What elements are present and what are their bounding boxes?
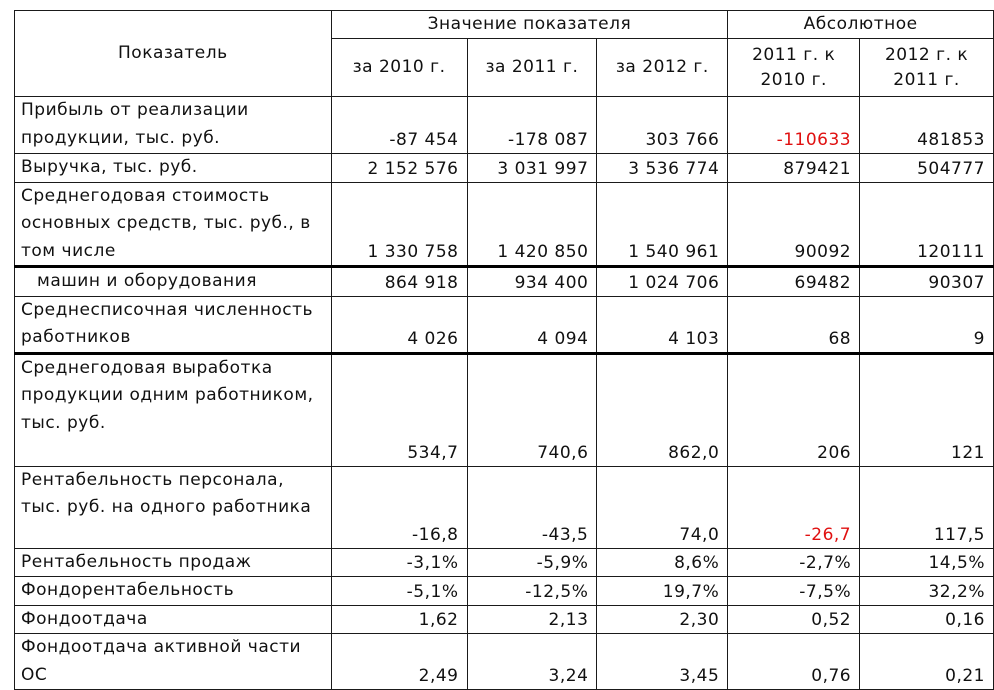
row-label: Фондоотдача — [15, 605, 332, 634]
cell-2012: 862,0 — [597, 353, 728, 466]
row-label: Фондоотдача активной части ОС — [15, 634, 332, 690]
header-col-2011: за 2011 г. — [467, 39, 597, 97]
table-row — [15, 296, 994, 353]
row-label: Среднегодовая стоимость основных средств, тыс. руб., в том числе — [15, 182, 332, 267]
cell-2011: 934 400 — [467, 267, 597, 297]
cell-2010: -5,1% — [331, 577, 467, 606]
table-row — [15, 577, 994, 606]
row-label: Рентабельность продаж — [15, 548, 332, 577]
cell-2010: -3,1% — [331, 548, 467, 577]
cell-diff-2011-2010: 90092 — [728, 182, 860, 267]
cell-2011: -5,9% — [467, 548, 597, 577]
cell-diff-2011-2010: -26,7 — [728, 466, 860, 548]
cell-diff-2012-2011: 117,5 — [860, 466, 994, 548]
cell-2011: -43,5 — [467, 466, 597, 548]
header-col-diff-2011-2010 — [728, 39, 860, 97]
cell-2010: -87 454 — [331, 97, 467, 154]
row-label: Прибыль от реализации продукции, тыс. руб. — [15, 97, 332, 154]
cell-diff-2012-2011: 120111 — [860, 182, 994, 267]
cell-2012: 2,30 — [597, 605, 728, 634]
cell-2011: 4 094 — [467, 296, 597, 353]
cell-diff-2012-2011: 0,16 — [860, 605, 994, 634]
cell-diff-2012-2011: 9 — [860, 296, 994, 353]
table-row — [15, 182, 994, 267]
cell-2011: 2,13 — [467, 605, 597, 634]
cell-2012: 303 766 — [597, 97, 728, 154]
row-label: машин и оборудования — [15, 267, 332, 297]
header-col-diff-2012-2011-line1: 2012 г. к — [884, 44, 969, 65]
table-row — [15, 548, 994, 577]
cell-diff-2011-2010: 0,76 — [728, 634, 860, 690]
financial-indicators-table — [14, 10, 994, 690]
table-row — [15, 605, 994, 634]
row-label: Среднесписочная численность работников — [15, 296, 332, 353]
cell-2012: 8,6% — [597, 548, 728, 577]
cell-2012: 4 103 — [597, 296, 728, 353]
table-row — [15, 154, 994, 183]
cell-2010: -16,8 — [331, 466, 467, 548]
cell-diff-2011-2010: 68 — [728, 296, 860, 353]
row-label: Рентабельность персонала, тыс. руб. на одного работника — [15, 466, 332, 548]
cell-2011: -178 087 — [467, 97, 597, 154]
cell-2011: -12,5% — [467, 577, 597, 606]
cell-2010: 864 918 — [331, 267, 467, 297]
row-label: Фондорентабельность — [15, 577, 332, 606]
cell-2012: 3 536 774 — [597, 154, 728, 183]
cell-diff-2012-2011: 504777 — [860, 154, 994, 183]
cell-diff-2011-2010: 69482 — [728, 267, 860, 297]
header-col-2010: за 2010 г. — [331, 39, 467, 97]
header-col-diff-2011-2010-line2: 2010 г. — [760, 69, 827, 90]
table-row — [15, 466, 994, 548]
header-col-diff-2012-2011-line2: 2011 г. — [893, 69, 960, 90]
cell-2010: 1,62 — [331, 605, 467, 634]
cell-2011: 3 031 997 — [467, 154, 597, 183]
cell-2012: 1 024 706 — [597, 267, 728, 297]
cell-diff-2012-2011: 0,21 — [860, 634, 994, 690]
header-col-2012: за 2012 г. — [597, 39, 728, 97]
cell-2010: 2,49 — [331, 634, 467, 690]
cell-diff-2012-2011: 481853 — [860, 97, 994, 154]
cell-diff-2012-2011: 14,5% — [860, 548, 994, 577]
cell-2011: 740,6 — [467, 353, 597, 466]
header-group-abs: Абсолютное — [728, 11, 994, 39]
cell-2010: 2 152 576 — [331, 154, 467, 183]
cell-2010: 1 330 758 — [331, 182, 467, 267]
header-indicator: Показатель — [15, 11, 332, 97]
table-row — [15, 353, 994, 466]
cell-diff-2011-2010: -2,7% — [728, 548, 860, 577]
cell-diff-2011-2010: 206 — [728, 353, 860, 466]
table-row — [15, 97, 994, 154]
cell-2010: 4 026 — [331, 296, 467, 353]
cell-diff-2011-2010: -7,5% — [728, 577, 860, 606]
cell-2012: 19,7% — [597, 577, 728, 606]
row-label: Среднегодовая выработка продукции одним работником, тыс. руб. — [15, 353, 332, 466]
table-row — [15, 267, 994, 297]
cell-diff-2012-2011: 90307 — [860, 267, 994, 297]
cell-diff-2011-2010: -110633 — [728, 97, 860, 154]
cell-diff-2012-2011: 121 — [860, 353, 994, 466]
cell-diff-2011-2010: 879421 — [728, 154, 860, 183]
row-label: Выручка, тыс. руб. — [15, 154, 332, 183]
cell-diff-2011-2010: 0,52 — [728, 605, 860, 634]
cell-2010: 534,7 — [331, 353, 467, 466]
cell-2012: 1 540 961 — [597, 182, 728, 267]
cell-2012: 3,45 — [597, 634, 728, 690]
header-col-diff-2012-2011 — [860, 39, 994, 97]
cell-2011: 3,24 — [467, 634, 597, 690]
cell-diff-2012-2011: 32,2% — [860, 577, 994, 606]
header-col-diff-2011-2010-line1: 2011 г. к — [752, 44, 836, 65]
cell-2012: 74,0 — [597, 466, 728, 548]
header-group-value: Значение показателя — [331, 11, 728, 39]
table-row — [15, 634, 994, 690]
cell-2011: 1 420 850 — [467, 182, 597, 267]
